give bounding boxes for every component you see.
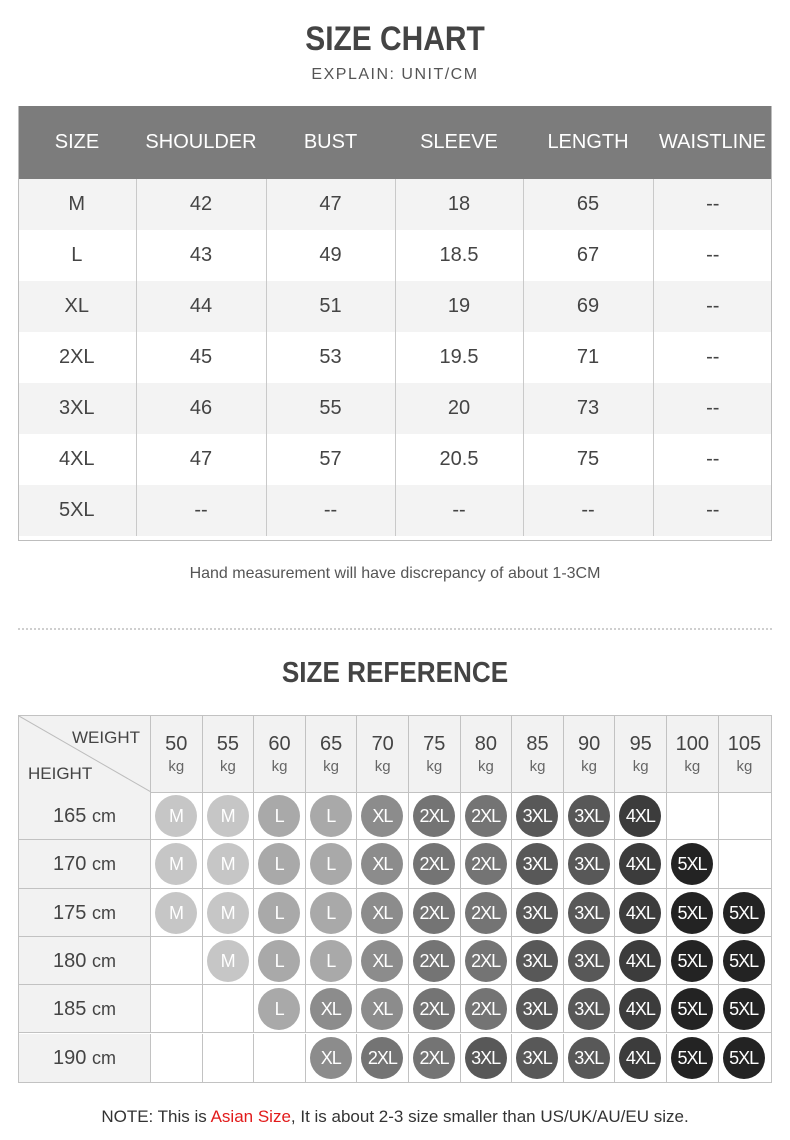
- height-value: 170: [53, 853, 87, 876]
- size-cell: XL: [18, 281, 136, 332]
- size-cell: --: [653, 179, 772, 230]
- weight-unit: kg: [271, 758, 288, 775]
- reference-cell: [409, 889, 461, 936]
- size-badge-4xl: 4XL: [619, 892, 661, 934]
- size-row-l: [18, 230, 772, 281]
- reference-cell: [667, 985, 719, 1032]
- size-badge-xl: XL: [310, 1037, 352, 1079]
- height-unit: cm: [91, 902, 116, 923]
- size-badge-3xl: 3XL: [568, 795, 610, 837]
- size-badge-3xl: 3XL: [465, 1037, 507, 1079]
- size-cell: 47: [136, 434, 266, 485]
- height-unit: cm: [91, 854, 116, 875]
- weight-header-70: [357, 716, 409, 792]
- weight-header-90: [564, 716, 616, 792]
- reference-cell: [667, 792, 719, 839]
- size-cell: 73: [523, 383, 653, 434]
- reference-cell: [719, 840, 771, 887]
- size-badge-5xl: 5XL: [671, 843, 713, 885]
- size-cell: L: [18, 230, 136, 281]
- size-chart-subtitle: EXPLAIN: UNIT/CM: [311, 66, 479, 83]
- reference-cell: [512, 985, 564, 1032]
- height-unit: cm: [91, 950, 116, 971]
- size-badge-xl: XL: [361, 795, 403, 837]
- weight-unit: kg: [684, 758, 701, 775]
- size-cell: 19.5: [395, 332, 523, 383]
- reference-cell: [512, 889, 564, 936]
- size-cell: 51: [266, 281, 395, 332]
- reference-cell: [461, 985, 513, 1032]
- reference-cell: [719, 792, 771, 839]
- size-badge-m: M: [207, 940, 249, 982]
- reference-cell: [512, 937, 564, 984]
- size-chart-title: SIZE CHART: [305, 20, 485, 58]
- size-badge-2xl: 2XL: [465, 843, 507, 885]
- reference-cell: [151, 792, 203, 839]
- size-cell: 18: [395, 179, 523, 230]
- size-badge-3xl: 3XL: [516, 988, 558, 1030]
- size-cell: --: [653, 485, 772, 536]
- section-divider: [18, 628, 772, 630]
- size-cell: 47: [266, 179, 395, 230]
- note-suffix: , It is about 2-3 size smaller than US/UK/AU/EU size.: [290, 1107, 689, 1126]
- size-badge-3xl: 3XL: [568, 1037, 610, 1079]
- height-label: HEIGHT: [28, 764, 93, 783]
- height-value: 175: [53, 901, 87, 924]
- height-row-185: [19, 985, 771, 1033]
- weight-header-50: [151, 716, 203, 792]
- size-badge-4xl: 4XL: [619, 843, 661, 885]
- weight-header-85: [512, 716, 564, 792]
- reference-cell: [306, 840, 358, 887]
- height-header-cell: [19, 840, 151, 887]
- reference-cell: [409, 1034, 461, 1082]
- size-cell: 67: [523, 230, 653, 281]
- size-badge-2xl: 2XL: [361, 1037, 403, 1079]
- size-cell: 71: [523, 332, 653, 383]
- size-badge-4xl: 4XL: [619, 795, 661, 837]
- size-row-xl: [18, 281, 772, 332]
- height-value: 190: [53, 1046, 87, 1069]
- size-cell: 20: [395, 383, 523, 434]
- reference-cell: [409, 985, 461, 1032]
- reference-cell: [203, 937, 255, 984]
- size-badge-3xl: 3XL: [516, 940, 558, 982]
- height-row-175: [19, 889, 771, 937]
- weight-unit: kg: [219, 758, 236, 775]
- weight-header-55: [203, 716, 255, 792]
- size-chart-body: [18, 179, 772, 536]
- size-badge-xl: XL: [361, 843, 403, 885]
- reference-cell: [461, 792, 513, 839]
- size-badge-5xl: 5XL: [671, 988, 713, 1030]
- reference-cell: [151, 937, 203, 984]
- size-cell: 49: [266, 230, 395, 281]
- size-badge-5xl: 5XL: [723, 1037, 765, 1079]
- reference-cell: [254, 985, 306, 1032]
- size-badge-3xl: 3XL: [568, 988, 610, 1030]
- size-badge-5xl: 5XL: [671, 1037, 713, 1079]
- weight-unit: kg: [581, 758, 598, 775]
- size-cell: 2XL: [18, 332, 136, 383]
- weight-value: 65: [319, 733, 343, 755]
- weight-value: 90: [577, 733, 601, 755]
- weight-header-65: [306, 716, 358, 792]
- asian-size-note: [0, 1107, 790, 1127]
- height-row-180: [19, 937, 771, 985]
- size-badge-5xl: 5XL: [723, 892, 765, 934]
- reference-cell: [512, 1034, 564, 1082]
- reference-cell: [306, 1034, 358, 1082]
- size-cell: 75: [523, 434, 653, 485]
- size-cell: 45: [136, 332, 266, 383]
- size-cell: M: [18, 179, 136, 230]
- size-cell: 43: [136, 230, 266, 281]
- size-badge-l: L: [258, 843, 300, 885]
- reference-cell: [461, 937, 513, 984]
- reference-cell: [151, 985, 203, 1032]
- height-value: 165: [53, 805, 87, 827]
- weight-header-100: [667, 716, 719, 792]
- weight-header-75: [409, 716, 461, 792]
- reference-cell: [409, 937, 461, 984]
- weight-value: 95: [629, 733, 652, 755]
- size-cell: --: [653, 332, 772, 383]
- reference-cell: [409, 792, 461, 839]
- size-badge-3xl: 3XL: [516, 795, 558, 837]
- reference-cell: [564, 840, 616, 887]
- height-header-cell: [19, 889, 151, 936]
- size-badge-4xl: 4XL: [619, 1037, 661, 1079]
- size-cell: --: [653, 230, 772, 281]
- size-badge-2xl: 2XL: [465, 892, 507, 934]
- size-badge-2xl: 2XL: [413, 892, 455, 934]
- measurement-note: Hand measurement will have discrepancy of about 1-3CM: [189, 565, 601, 582]
- weight-unit: kg: [426, 758, 443, 775]
- reference-cell: [461, 889, 513, 936]
- size-row-3xl: [18, 383, 772, 434]
- size-cell: 69: [523, 281, 653, 332]
- corner-header-cell: [19, 716, 151, 792]
- reference-cell: [203, 1034, 255, 1082]
- height-header-cell: [19, 937, 151, 984]
- weight-unit: kg: [477, 758, 494, 775]
- height-value: 180: [53, 949, 87, 972]
- weight-value: 70: [371, 733, 394, 755]
- size-col-header-sleeve: SLEEVE: [395, 106, 523, 179]
- weight-header-80: [461, 716, 513, 792]
- size-cell: 65: [523, 179, 653, 230]
- note-prefix: NOTE: This is: [101, 1107, 211, 1126]
- size-cell: --: [395, 485, 523, 536]
- size-row-2xl: [18, 332, 772, 383]
- size-badge-5xl: 5XL: [723, 988, 765, 1030]
- reference-cell: [203, 889, 255, 936]
- size-cell: 57: [266, 434, 395, 485]
- weight-value: 55: [216, 733, 240, 755]
- height-unit: cm: [91, 999, 116, 1020]
- size-col-header-shoulder: SHOULDER: [136, 106, 266, 179]
- weight-unit: kg: [736, 758, 753, 775]
- reference-cell: [357, 792, 409, 839]
- size-badge-m: M: [155, 843, 197, 885]
- size-badge-2xl: 2XL: [413, 1037, 455, 1079]
- size-reference-title: SIZE REFERENCE: [281, 657, 509, 689]
- weight-unit: kg: [168, 758, 185, 775]
- size-badge-m: M: [207, 892, 249, 934]
- size-cell: 18.5: [395, 230, 523, 281]
- size-badge-xl: XL: [361, 940, 403, 982]
- size-badge-l: L: [310, 940, 352, 982]
- weight-header-row: [19, 716, 771, 793]
- weight-header-95: [615, 716, 667, 792]
- height-header-cell: [19, 985, 151, 1032]
- reference-cell: [512, 792, 564, 839]
- size-cell: 20.5: [395, 434, 523, 485]
- size-badge-m: M: [207, 843, 249, 885]
- reference-cell: [357, 937, 409, 984]
- size-badge-m: M: [207, 795, 249, 837]
- height-unit: cm: [91, 806, 116, 826]
- size-cell: 46: [136, 383, 266, 434]
- reference-cell: [719, 1034, 771, 1082]
- size-col-header-bust: BUST: [266, 106, 395, 179]
- reference-cell: [254, 937, 306, 984]
- height-row-170: [19, 840, 771, 888]
- note-highlight: Asian Size: [210, 1107, 291, 1126]
- size-badge-m: M: [155, 795, 197, 837]
- size-cell: --: [653, 434, 772, 485]
- weight-value: 100: [675, 733, 709, 755]
- size-badge-l: L: [258, 892, 300, 934]
- reference-cell: [615, 937, 667, 984]
- size-badge-l: L: [258, 988, 300, 1030]
- size-badge-3xl: 3XL: [568, 843, 610, 885]
- reference-cell: [564, 937, 616, 984]
- size-badge-2xl: 2XL: [413, 988, 455, 1030]
- size-row-m: [18, 179, 772, 230]
- reference-cell: [461, 1034, 513, 1082]
- reference-cell: [203, 985, 255, 1032]
- size-cell: --: [136, 485, 266, 536]
- reference-cell: [615, 985, 667, 1032]
- reference-cell: [564, 985, 616, 1032]
- size-col-header-length: LENGTH: [523, 106, 653, 179]
- reference-cell: [719, 937, 771, 984]
- reference-cell: [667, 840, 719, 887]
- size-cell: 42: [136, 179, 266, 230]
- size-row-5xl: [18, 485, 772, 536]
- height-header-cell: [19, 1034, 151, 1082]
- size-badge-3xl: 3XL: [516, 892, 558, 934]
- reference-cell: [306, 985, 358, 1032]
- reference-cell: [151, 840, 203, 887]
- height-value: 185: [53, 998, 87, 1021]
- reference-cell: [461, 840, 513, 887]
- size-badge-4xl: 4XL: [619, 940, 661, 982]
- reference-cell: [306, 937, 358, 984]
- reference-cell: [203, 792, 255, 839]
- reference-cell: [357, 889, 409, 936]
- reference-cell: [203, 840, 255, 887]
- weight-value: 85: [526, 733, 549, 755]
- size-badge-4xl: 4XL: [619, 988, 661, 1030]
- weight-unit: kg: [632, 758, 649, 775]
- size-cell: --: [523, 485, 653, 536]
- height-header-cell: [19, 792, 151, 839]
- size-badge-3xl: 3XL: [568, 940, 610, 982]
- size-badge-2xl: 2XL: [413, 843, 455, 885]
- reference-cell: [615, 1034, 667, 1082]
- reference-cell: [667, 889, 719, 936]
- size-cell: 53: [266, 332, 395, 383]
- reference-cell: [564, 1034, 616, 1082]
- size-badge-5xl: 5XL: [671, 940, 713, 982]
- reference-cell: [254, 840, 306, 887]
- size-row-4xl: [18, 434, 772, 485]
- reference-cell: [357, 840, 409, 887]
- size-badge-5xl: 5XL: [723, 940, 765, 982]
- size-badge-l: L: [310, 892, 352, 934]
- weight-unit: kg: [529, 758, 546, 775]
- reference-cell: [564, 889, 616, 936]
- size-badge-l: L: [258, 795, 300, 837]
- reference-cell: [151, 889, 203, 936]
- size-badge-l: L: [258, 940, 300, 982]
- size-cell: 44: [136, 281, 266, 332]
- weight-value: 50: [165, 733, 188, 755]
- weight-unit: kg: [323, 758, 340, 775]
- reference-cell: [512, 840, 564, 887]
- weight-unit: kg: [374, 758, 391, 775]
- height-row-165: [19, 792, 771, 840]
- reference-cell: [667, 937, 719, 984]
- reference-cell: [615, 889, 667, 936]
- reference-cell: [564, 792, 616, 839]
- size-badge-3xl: 3XL: [568, 892, 610, 934]
- size-badge-xl: XL: [310, 988, 352, 1030]
- size-badge-3xl: 3XL: [516, 843, 558, 885]
- reference-cell: [719, 889, 771, 936]
- size-cell: 19: [395, 281, 523, 332]
- reference-cell: [667, 1034, 719, 1082]
- size-badge-2xl: 2XL: [465, 795, 507, 837]
- reference-cell: [719, 985, 771, 1032]
- reference-cell: [306, 889, 358, 936]
- reference-cell: [254, 792, 306, 839]
- weight-label: WEIGHT: [72, 728, 140, 747]
- size-badge-l: L: [310, 795, 352, 837]
- size-chart-table: [18, 106, 772, 536]
- size-badge-2xl: 2XL: [413, 795, 455, 837]
- size-cell: --: [653, 383, 772, 434]
- reference-cell: [254, 1034, 306, 1082]
- weight-value: 80: [474, 733, 498, 755]
- reference-cell: [254, 889, 306, 936]
- reference-cell: [357, 1034, 409, 1082]
- weight-header-60: [254, 716, 306, 792]
- size-col-header-waistline: WAISTLINE: [653, 106, 772, 179]
- weight-value: 105: [727, 733, 762, 755]
- size-cell: 4XL: [18, 434, 136, 485]
- reference-cell: [306, 792, 358, 839]
- reference-cell: [357, 985, 409, 1032]
- size-badge-m: M: [155, 892, 197, 934]
- size-badge-2xl: 2XL: [413, 940, 455, 982]
- size-reference-grid: [18, 715, 772, 1083]
- size-badge-2xl: 2XL: [465, 940, 507, 982]
- size-badge-xl: XL: [361, 892, 403, 934]
- reference-cell: [615, 792, 667, 839]
- reference-cell: [151, 1034, 203, 1082]
- reference-cell: [409, 840, 461, 887]
- size-cell: --: [653, 281, 772, 332]
- size-cell: --: [266, 485, 395, 536]
- size-col-header-size: SIZE: [18, 106, 136, 179]
- size-badge-5xl: 5XL: [671, 892, 713, 934]
- size-chart-header-row: [18, 106, 772, 179]
- size-badge-2xl: 2XL: [465, 988, 507, 1030]
- size-badge-l: L: [310, 843, 352, 885]
- size-cell: 55: [266, 383, 395, 434]
- reference-cell: [615, 840, 667, 887]
- size-cell: 5XL: [18, 485, 136, 536]
- size-badge-xl: XL: [361, 988, 403, 1030]
- size-badge-3xl: 3XL: [516, 1037, 558, 1079]
- weight-header-105: [719, 716, 771, 792]
- height-unit: cm: [91, 1047, 116, 1068]
- weight-value: 60: [268, 733, 291, 755]
- size-cell: 3XL: [18, 383, 136, 434]
- height-row-190: [19, 1034, 771, 1082]
- weight-value: 75: [423, 733, 446, 755]
